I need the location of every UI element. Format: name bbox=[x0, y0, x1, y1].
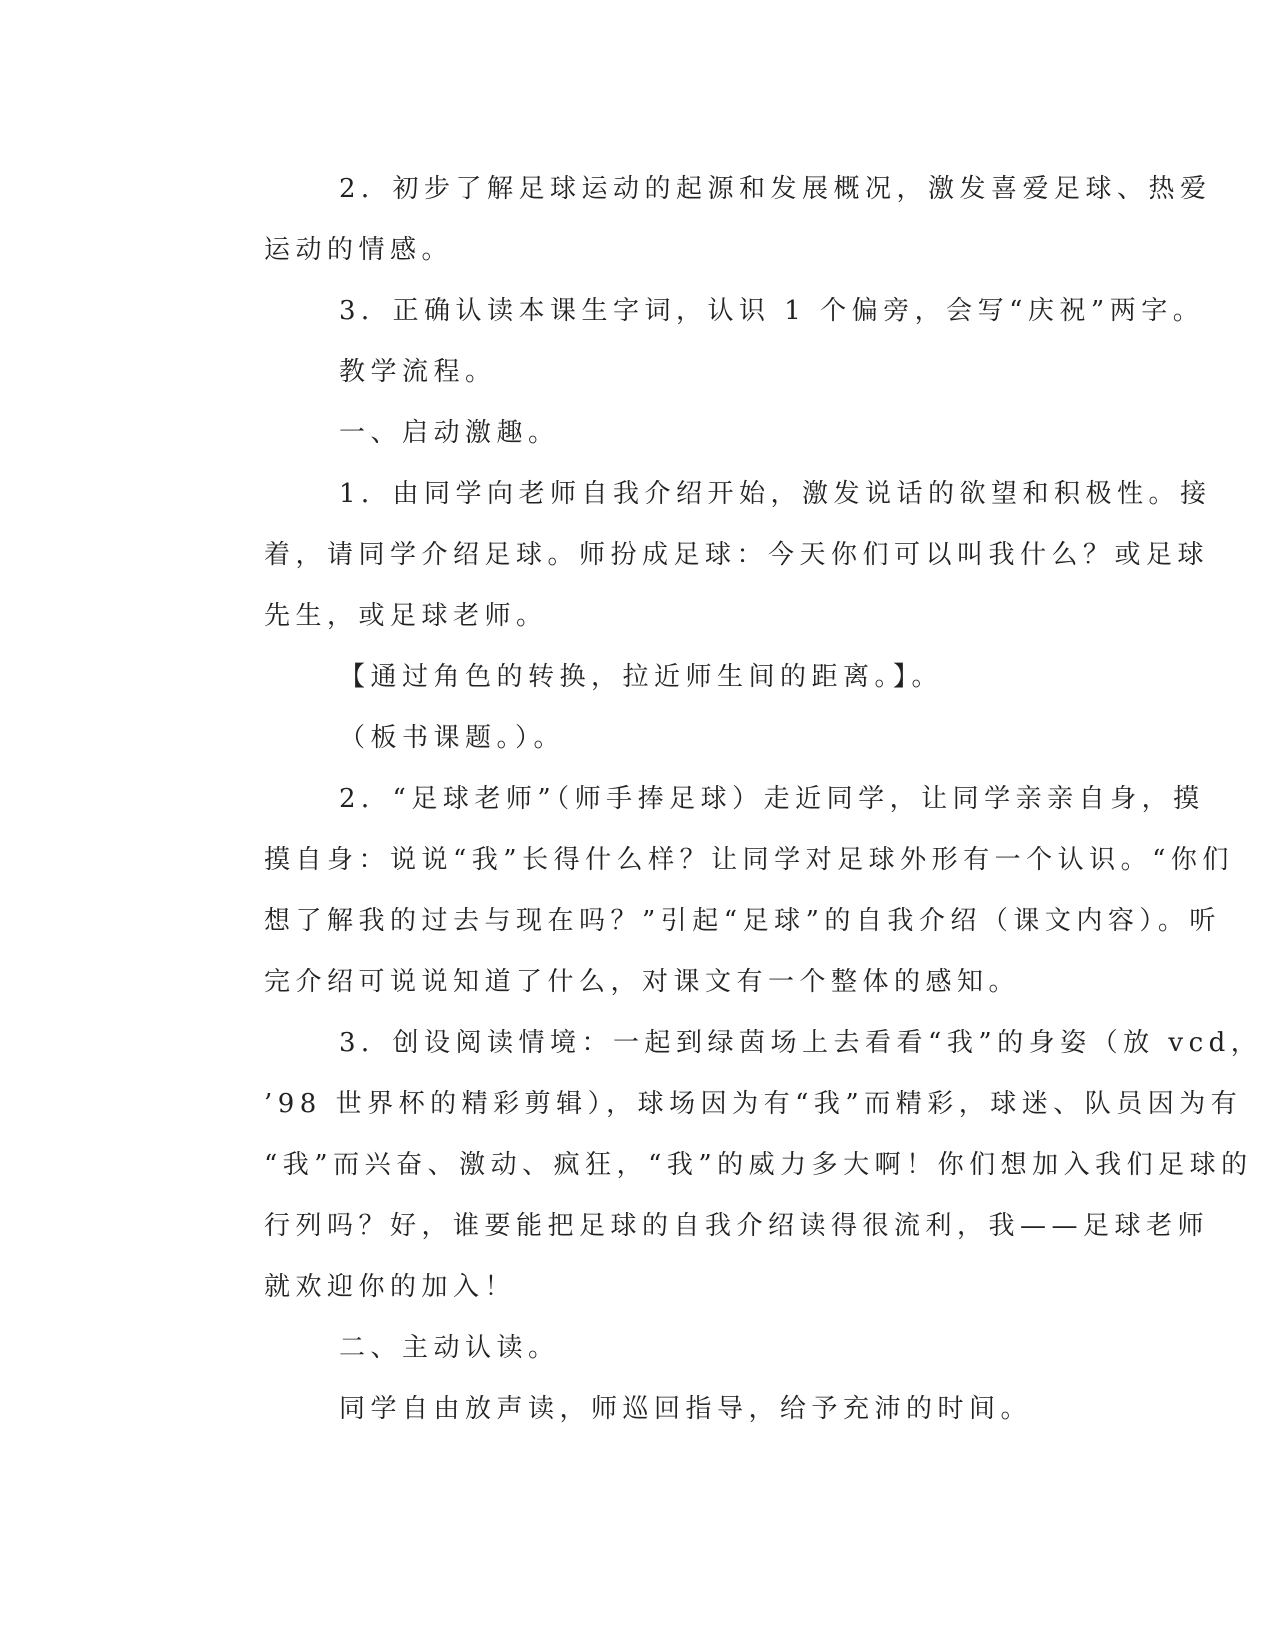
teaching-process-heading bbox=[189, 342, 1089, 403]
text-line: “我”而兴奋、激动、疯狂，“我”的威力多大啊！你们想加入我们足球的 bbox=[264, 1150, 1253, 1180]
text-line: 完介绍可说说知道了什么，对课文有一个整体的感知。 bbox=[264, 967, 1021, 997]
objective-2-paragraph bbox=[189, 159, 1212, 281]
text-line: 3．正确认读本课生字词，认识 1 个偏旁，会写“庆祝”两字。 bbox=[339, 296, 1205, 326]
text-line: ’98 世界杯的精彩剪辑），球场因为有“我”而精彩，球迷、队员因为有 bbox=[264, 1089, 1243, 1119]
text-line: 摸自身：说说“我”长得什么样？让同学对足球外形有一个认识。“你们 bbox=[264, 845, 1234, 875]
text-line: 行列吗？好，谁要能把足球的自我介绍读得很流利，我——足球老师 bbox=[264, 1211, 1210, 1241]
section-1-heading bbox=[189, 403, 1089, 464]
text-line: （板书课题。）。 bbox=[339, 723, 566, 753]
text-line: 同学自由放声读，师巡回指导，给予充沛的时间。 bbox=[339, 1394, 1033, 1424]
objective-3-paragraph bbox=[189, 281, 1205, 342]
step-1-paragraph bbox=[189, 464, 1212, 647]
text-line: 运动的情感。 bbox=[264, 235, 454, 265]
design-note bbox=[189, 647, 1089, 708]
text-line: 1．由同学向老师自我介绍开始，激发说话的欲望和积极性。接 bbox=[339, 479, 1212, 509]
section-2-heading bbox=[189, 1318, 1089, 1379]
text-line: 着，请同学介绍足球。师扮成足球：今天你们可以叫我什么？或足球 bbox=[264, 540, 1210, 570]
step-3-paragraph bbox=[189, 1013, 1263, 1318]
text-line: 【通过角色的转换，拉近师生间的距离。】。 bbox=[339, 662, 944, 692]
blackboard-note bbox=[189, 708, 1089, 769]
document-page bbox=[189, 159, 1263, 1440]
step-2-paragraph bbox=[189, 769, 1234, 1013]
text-line: 想了解我的过去与现在吗？”引起“足球”的自我介绍（课文内容）。听 bbox=[264, 906, 1221, 936]
text-line: 二、主动认读。 bbox=[339, 1333, 560, 1363]
text-line: 教学流程。 bbox=[339, 357, 497, 387]
text-line: 先生，或足球老师。 bbox=[264, 601, 548, 631]
text-line: 3．创设阅读情境：一起到绿茵场上去看看“我”的身姿（放 vcd， bbox=[339, 1028, 1263, 1058]
text-line: 2．初步了解足球运动的起源和发展概况，激发喜爱足球、热爱 bbox=[339, 174, 1212, 204]
text-line: 一、启动激趣。 bbox=[339, 418, 560, 448]
free-reading-paragraph bbox=[189, 1379, 1089, 1440]
text-line: 2．“足球老师”（师手捧足球）走近同学，让同学亲亲自身，摸 bbox=[339, 784, 1205, 814]
text-line: 就欢迎你的加入！ bbox=[264, 1272, 517, 1302]
